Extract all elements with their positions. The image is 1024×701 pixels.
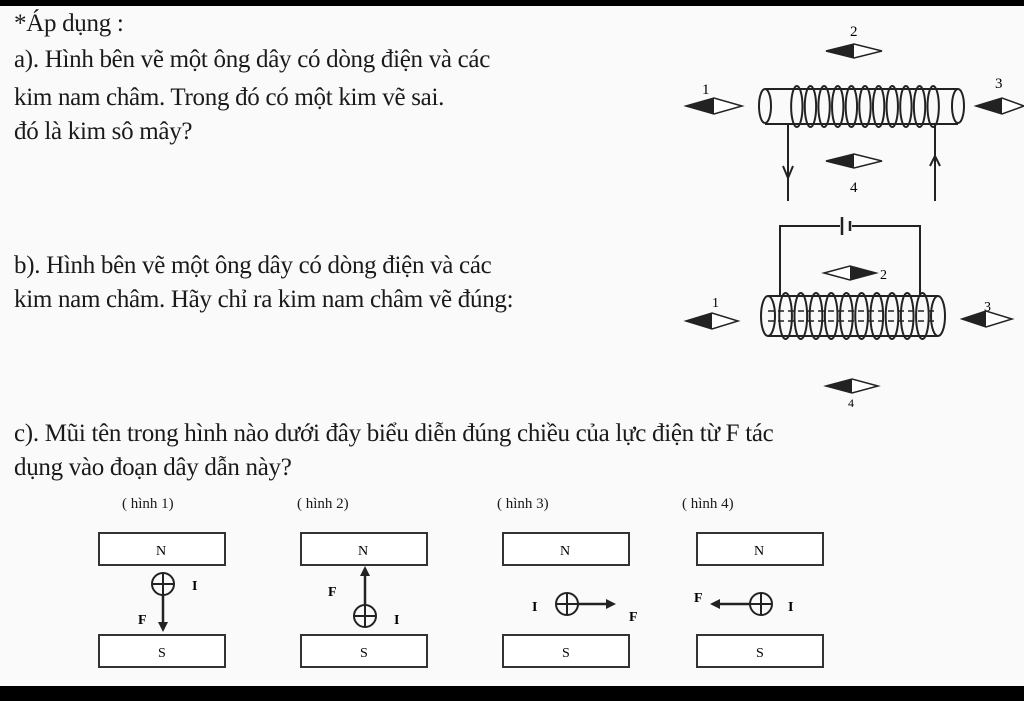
coil-loop [810,293,823,339]
fig3-current: I [532,600,538,615]
coil-loop [791,86,802,127]
figure-3 [502,532,652,672]
needle-label-1: 1 [702,82,710,98]
figure-3-caption: ( hình 3) [497,496,549,512]
compass-needle-b2 [824,266,876,280]
fig1-south: S [158,646,166,661]
question-a-line-3: đó là kim sô mây? [14,118,193,145]
coil-loop [779,293,792,339]
figure-2-caption: ( hình 2) [297,496,349,512]
coil-loop [825,293,838,339]
question-c-line-1: c). Mũi tên trong hình nào dưới đây biểu diễn đúng chiều của lực điện từ F tác [14,420,774,447]
needle-label-4: 4 [850,180,858,196]
needle-label-3: 3 [995,76,1003,92]
coil-diagram-a [680,16,1024,206]
figure-2 [300,532,430,672]
worksheet [0,6,1024,686]
fig1-current: I [192,579,198,594]
compass-needle-1 [686,98,742,114]
coil-loop [870,293,883,339]
fig3-force: F [629,610,638,625]
needle-label-2: 2 [850,24,858,40]
compass-needle-4 [826,154,882,168]
coil-loop [900,86,911,127]
question-a-line-2: kim nam châm. Trong đó có một kim vẽ sai. [14,84,445,111]
coil-loop [886,293,899,339]
figure-4 [696,532,826,672]
fig2-north: N [358,544,369,559]
fig4-south: S [756,646,764,661]
needle-label-b1: 1 [712,296,719,311]
coil-loop [832,86,843,127]
solenoid-a [759,86,964,201]
fig2-force: F [328,585,337,600]
page-title: *Áp dụng : [14,10,124,37]
needle-label-b4: 4 [848,396,854,410]
compass-needle-2 [826,44,882,58]
fig2-current: I [394,613,400,628]
coil-loop [794,293,807,339]
coil-loop [901,293,914,339]
question-b-line-1: b). Hình bên vẽ một ông dây có dòng điện và các [14,252,492,279]
fig1-force: F [138,613,147,628]
fig3-north: N [560,544,571,559]
coil-loop [840,293,853,339]
compass-needle-3 [976,98,1024,114]
question-c-line-2: dụng vào đoạn dây dẫn này? [14,454,292,481]
coil-diagram-b [680,211,1024,411]
coil-loop [805,86,816,127]
coil-loop [887,86,898,127]
figure-4-caption: ( hình 4) [682,496,734,512]
needle-label-b3: 3 [984,300,991,315]
fig4-north: N [754,544,765,559]
coil-loop [928,86,939,127]
coil-loop [914,86,925,127]
compass-needle-b1 [686,313,738,329]
fig2-south: S [360,646,368,661]
question-a-line-1: a). Hình bên vẽ một ông dây có dòng điện và các [14,46,491,73]
coil-loop [859,86,870,127]
fig3-south: S [562,646,570,661]
compass-needle-b4 [826,379,878,393]
figure-1 [98,532,228,672]
figure-1-caption: ( hình 1) [122,496,174,512]
fig4-force: F [694,591,703,606]
coil-loop [846,86,857,127]
needle-label-b2: 2 [880,268,887,283]
question-b-line-2: kim nam châm. Hãy chỉ ra kim nam châm vẽ đúng: [14,286,514,313]
coil-loop [873,86,884,127]
coil-loop [855,293,868,339]
fig1-north: N [156,544,167,559]
fig4-current: I [788,600,794,615]
coil-loop [916,293,929,339]
coil-loop [818,86,829,127]
